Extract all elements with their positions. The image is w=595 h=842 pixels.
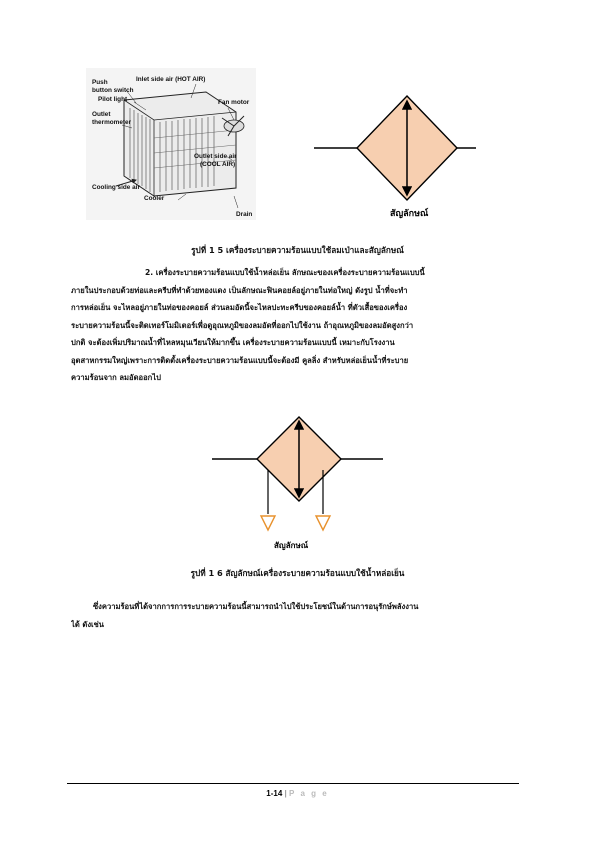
label-pilot-light: Pilot light bbox=[98, 96, 128, 103]
label-inlet-side-air: Inlet side air (HOT AIR) bbox=[136, 76, 206, 83]
paragraph-line: ภายในประกอบด้วยท่อและครีบที่ทำด้วยทองแดง เป็นลักษณะฟินคอยล์อยู่ภายในท่อใหญ่ ดังรูป น้ำที่จะทำ bbox=[71, 285, 408, 295]
label-drain: Drain bbox=[236, 211, 253, 218]
page-footer bbox=[0, 789, 595, 798]
label-fan-motor: Fan motor bbox=[218, 99, 250, 106]
footer-rule bbox=[67, 783, 519, 784]
paragraph-line: ซึ่งความร้อนที่ได้จากการการระบายความร้อนนี้สามารถนำไปใช้ประโยชน์ในด้านการอนุรักษ์พลังงาน bbox=[93, 602, 419, 611]
figure-1-caption: รูปที่ 1 5 เครื่องระบายความร้อนแบบใช้ลมเป่าและสัญลักษณ์ bbox=[191, 245, 404, 255]
footer-separator: | bbox=[284, 789, 287, 798]
symbol-label-2: สัญลักษณ์ bbox=[274, 541, 309, 550]
page-word: P a g e bbox=[289, 789, 329, 798]
label-cooling-side-air: Cooling side air bbox=[92, 184, 140, 191]
aftercooler-symbol bbox=[310, 88, 480, 223]
label-outlet-side-air: Outlet side air bbox=[194, 153, 237, 160]
paragraph-line: ปกติ จะต้องเพิ่มปริมาณน้ำที่ไหลหมุนเวียนให้มากขึ้น เครื่องระบายความร้อนแบบนี้ เหมาะกับโรงงาน bbox=[71, 338, 395, 347]
page-number: 1-14 bbox=[266, 789, 283, 798]
paragraph-line: 2. เครื่องระบายความร้อนแบบใช้น้ำหล่อเย็น ลักษณะของเครื่องระบายความร้อนแบบนี้ bbox=[145, 268, 425, 277]
label-cooler: Cooler bbox=[144, 195, 165, 202]
paragraph-heat-recovery bbox=[71, 598, 525, 633]
paragraph-line: อุตสาหกรรมใหญ่เพราะการติดตั้งเครื่องระบายความร้อนแบบนี้จะต้องมี คูลลิ่ง สำหรับหล่อเย็นน้ำที่ระบาย bbox=[71, 355, 409, 365]
water-cooled-aftercooler-symbol bbox=[210, 412, 385, 552]
paragraph-line: ได้ ดังเช่น bbox=[71, 619, 104, 629]
air-cooled-aftercooler-illustration bbox=[86, 68, 256, 220]
symbol-label-1: สัญลักษณ์ bbox=[390, 209, 429, 219]
label-outlet: Outlet bbox=[92, 111, 111, 118]
paragraph-line: การหล่อเย็น จะไหลอยู่ภายในท่อของคอยล์ ส่วนลมอัดนี้จะไหลปะทะครีบของคอยล์น้ำ ที่ตัวเสื้อของเครื่อง bbox=[71, 303, 408, 312]
drain-triangle-left bbox=[261, 516, 275, 530]
label-button-switch: button switch bbox=[92, 87, 134, 94]
label-cool-air: (COOL AIR) bbox=[200, 161, 236, 168]
drain-triangle-right bbox=[316, 516, 330, 530]
label-thermometer: thermometer bbox=[92, 119, 132, 126]
figure-2-caption: รูปที่ 1 6 สัญลักษณ์เครื่องระบายความร้อนแบบใช้น้ำหล่อเย็น bbox=[190, 568, 405, 578]
paragraph-line: ระบายความร้อนนี้จะติดเทอร์โมมิเตอร์เพื่อดูอุณหภูมิของลมอัดที่ออกไปใช้งาน ถ้าอุณหภูมิของลมอัดสูงกว่า bbox=[71, 320, 414, 330]
paragraph-line: ความร้อนจาก ลมอัดออกไป bbox=[71, 373, 161, 382]
paragraph-water-cooled bbox=[71, 264, 525, 387]
label-push: Push bbox=[92, 79, 108, 86]
